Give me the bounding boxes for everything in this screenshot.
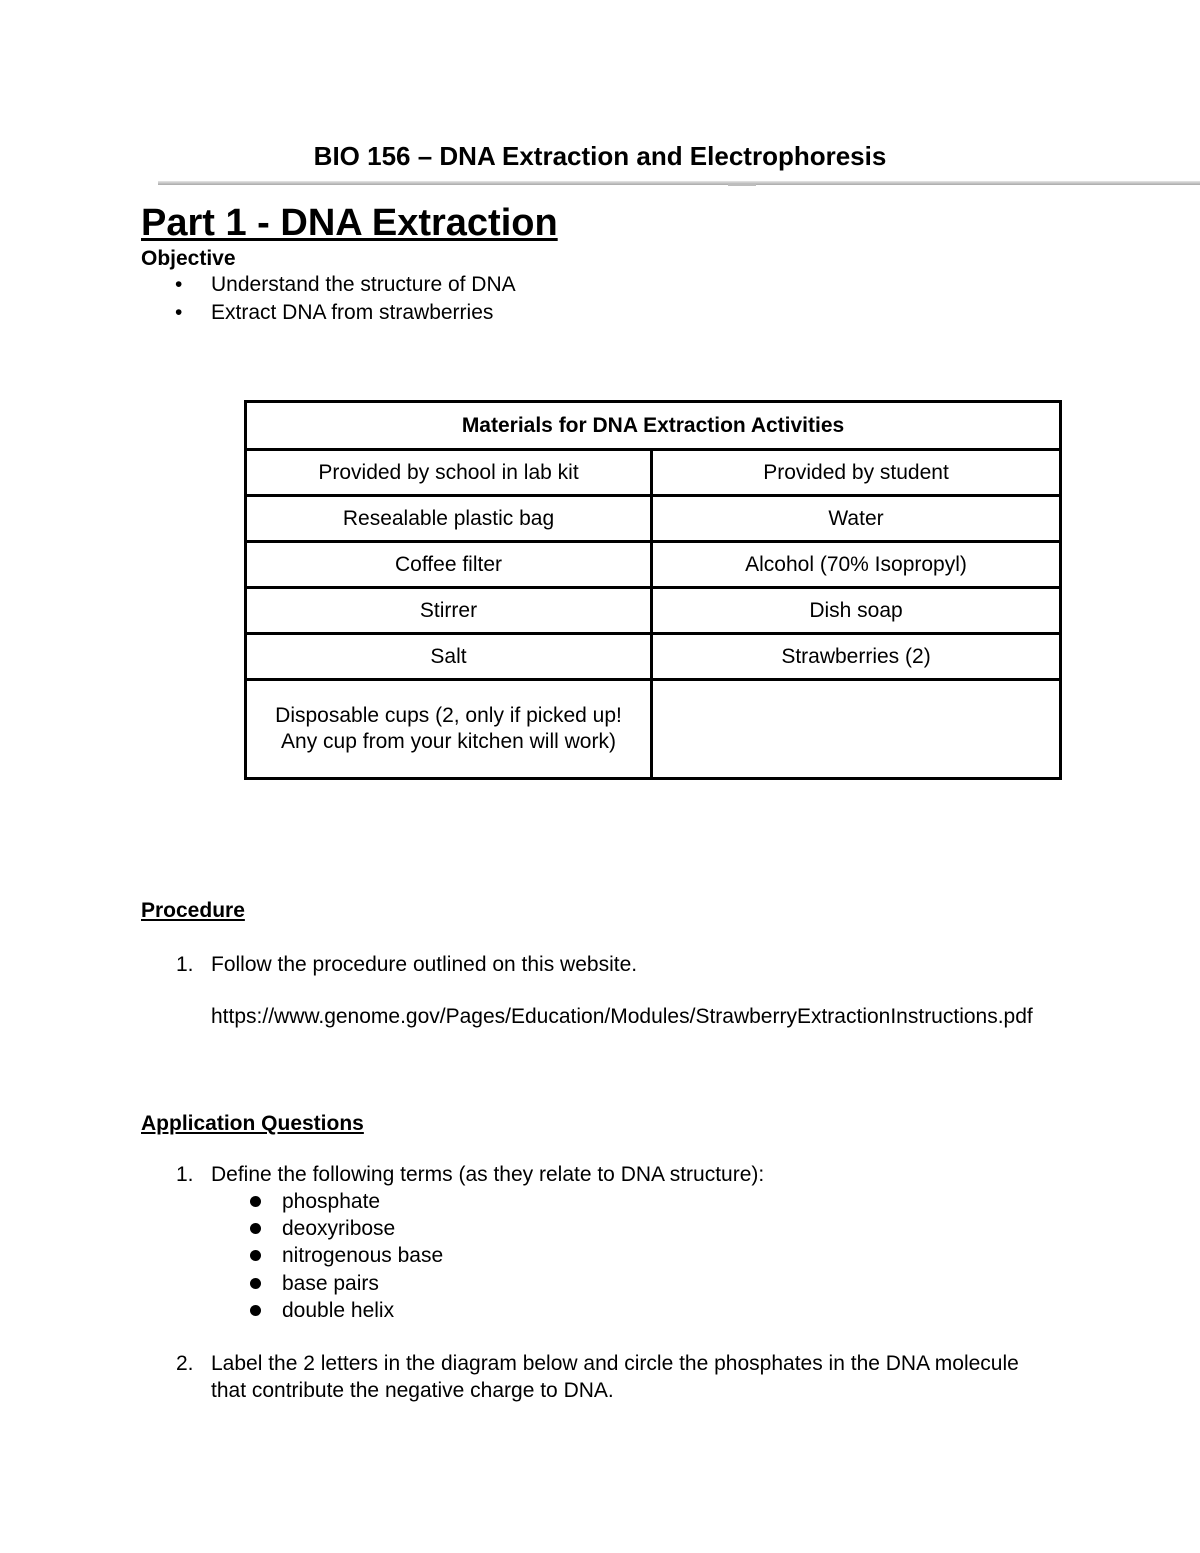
document-title: BIO 156 – DNA Extraction and Electrophoresis: [313, 141, 887, 171]
objective-text: Extract DNA from strawberries: [211, 301, 494, 324]
bullet-icon: •: [175, 301, 183, 324]
table-row: [246, 680, 1061, 779]
procedure-url-link[interactable]: https://www.genome.gov/Pages/Education/Modules/StrawberryExtractionInstructions.pdf: [211, 1005, 1033, 1028]
application-questions-heading: Application Questions: [141, 1112, 364, 1135]
table-cell: Resealable plastic bag: [246, 496, 652, 542]
table-row: [246, 634, 1061, 680]
step-number: 1.: [176, 953, 194, 976]
part1-heading: Part 1 - DNA Extraction: [141, 202, 558, 244]
objective-heading: Objective: [141, 247, 236, 270]
table-row: [246, 542, 1061, 588]
table-row: [246, 496, 1061, 542]
term-list: [250, 1188, 443, 1324]
table-cell: Salt: [246, 634, 652, 680]
table-cell: Coffee filter: [246, 542, 652, 588]
table-cell-empty: [652, 680, 1061, 779]
bullet-icon: •: [175, 273, 183, 296]
title-divider: [158, 181, 1200, 185]
question-number: 1.: [176, 1163, 194, 1186]
bullet-dot-icon: [250, 1278, 261, 1289]
list-item: [250, 1242, 443, 1269]
term-text: nitrogenous base: [282, 1244, 444, 1268]
list-item: [250, 1270, 443, 1297]
question-1: [176, 1161, 764, 1188]
list-item: [250, 1188, 443, 1215]
list-item: [250, 1215, 443, 1242]
bullet-dot-icon: [250, 1305, 261, 1316]
title-divider-mark: [728, 184, 756, 186]
question-text: Define the following terms (as they relate to DNA structure):: [211, 1163, 765, 1186]
table-cell: Dish soap: [652, 588, 1061, 634]
question-2-text: Label the 2 letters in the diagram below and circle the phosphates in the DNA molecule that contribute the negative charge to DNA.: [211, 1352, 1019, 1402]
table-row: [246, 450, 1061, 496]
table-cell: Provided by student: [652, 450, 1061, 496]
table-cell: Alcohol (70% Isopropyl): [652, 542, 1061, 588]
table-cell: Water: [652, 496, 1061, 542]
bullet-dot-icon: [250, 1250, 261, 1261]
table-cell: Provided by school in lab kit: [246, 450, 652, 496]
objective-item: [175, 273, 516, 297]
table-cell: Disposable cups (2, only if picked up! Any cup from your kitchen will work): [246, 680, 652, 779]
term-text: deoxyribose: [282, 1217, 396, 1241]
objective-text: Understand the structure of DNA: [211, 273, 516, 296]
table-cell: Stirrer: [246, 588, 652, 634]
term-text: base pairs: [282, 1271, 379, 1295]
table-title: Materials for DNA Extraction Activities: [246, 402, 1061, 450]
procedure-step: [176, 951, 637, 978]
question-number: 2.: [176, 1352, 194, 1375]
step-text: Follow the procedure outlined on this website.: [211, 953, 638, 976]
bullet-dot-icon: [250, 1196, 261, 1207]
list-item: [250, 1297, 443, 1324]
materials-table: [244, 400, 1062, 780]
objective-item: [175, 301, 493, 325]
table-row: [246, 588, 1061, 634]
term-text: double helix: [282, 1298, 395, 1322]
term-text: phosphate: [282, 1190, 381, 1213]
table-cell: Strawberries (2): [652, 634, 1061, 680]
bullet-dot-icon: [250, 1223, 261, 1234]
procedure-heading: Procedure: [141, 899, 245, 922]
table-header-row: [246, 402, 1061, 450]
